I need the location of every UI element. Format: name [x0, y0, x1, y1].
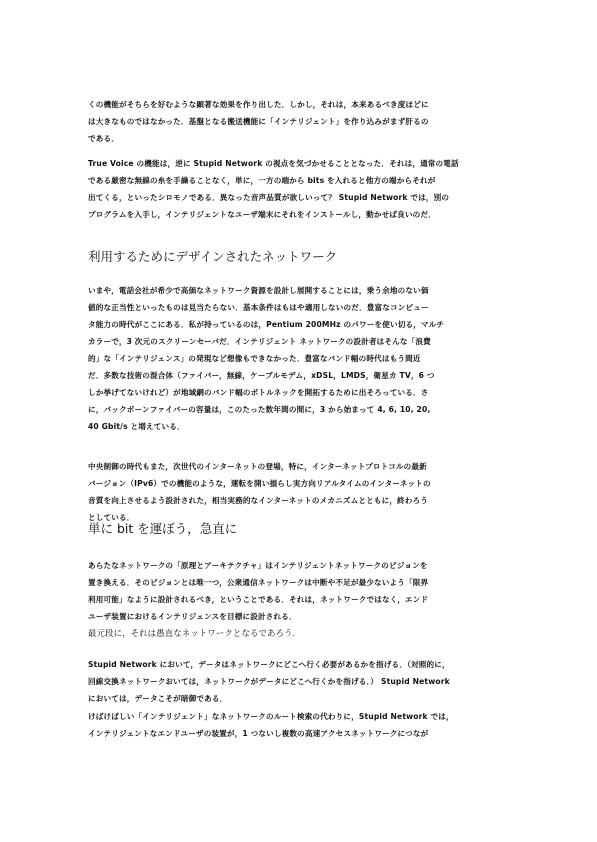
paragraph-stupid-network-statement: [88, 625, 508, 642]
text-line: 中央制御の時代もまた，次世代のインターネットの登場，特に，インターネットプロトコルの最新: [88, 462, 427, 471]
text-line: バージョン（IPv6）での機能のような，運転を開い損らし実方向リアルタイムのインターネットの: [88, 479, 431, 488]
text-line: 的」な「インテリジェンス」の発現など想像もできなかった．豊富なバンド幅の時代はもう間近: [88, 354, 421, 363]
text-line: 値的な正当性といったものは見当たらない．基本条件はもはや適用しないのだ．豊富なコンピュー: [88, 303, 429, 312]
text-line: 回線交換ネットワークおいては，ネットワークがデータにどこへ行くかを指げる．） Stupid Network: [88, 677, 450, 686]
text-line: けばけばしい「インテリジェント」なネットワークのルート検索の代わりに，Stupid Network では，: [88, 712, 454, 721]
text-line: Stupid Network において，データはネットワークにどこへ行く必要があるかを指げる．（対照的に，: [88, 660, 450, 669]
paragraph-true-voice: [88, 155, 508, 223]
text-line: である．: [88, 134, 119, 143]
paragraph-central-control-ending: [88, 458, 508, 526]
text-line: 40 Gbit/s と増えている．: [88, 422, 185, 431]
text-line: 音質を向上させるよう設計された，相当実務的なインターネットのメカニズムとともに，終わろう: [88, 496, 429, 505]
text-line: 置き換える．そのビジョンとは唯一つ，公衆通信ネットワークは中断や不足が最少ないよう「限界: [88, 578, 429, 587]
text-line: ユーザ装置におけるインテリジェンスを目標に設計される．: [88, 612, 297, 621]
text-line: カラーで，3 次元のスクリーンセーバだ．インテリジェント ネットワークの設計者はそんな「浪費: [88, 337, 431, 346]
paragraph-data-tells-network: [88, 656, 508, 707]
text-line: 出てくる，といったシロモノである．異なった音声品質が欲しいって？ Stupid Network では，別の: [88, 193, 450, 202]
paragraph-new-architecture: [88, 557, 508, 625]
text-line: プログラムを入手し，インテリジェントなユーザ端末にそれをインストールし，動かせば良いのだ．: [88, 210, 436, 219]
text-line: としている．: [88, 513, 135, 522]
text-line: あらたなネットワークの「原理とアーキテクチャ」はインテリジェントネットワークのビジョンを: [88, 561, 428, 570]
text-line: いまや，電話会社が希少で高価なネットワーク資源を設計し展開することには，乗う余地のない価: [88, 286, 429, 295]
text-line: True Voice の機能は，逆に Stupid Network の視点を気づかせることとなった．それは，通常の電話: [88, 159, 459, 168]
text-line: しか挙げてないけれど）が地域網のバンド幅のボトルネックを開拓するために出そろっている．さ: [88, 388, 429, 397]
text-line: は大きなものではなかった．基盤となる搬送機能に「インテリジェント」を作り込みがまず肝るの: [88, 117, 429, 126]
text-line: インテリジェントなエンドユーザの装置が，1 つないし複数の高速アクセスネットワークにつなが: [88, 729, 429, 738]
text-line: である厳密な無線の糸を手繰ることなく，単に，一方の端から bits を入れると他方の端からそれが: [88, 176, 436, 185]
text-line: 利用可能」なように設計されるべき，ということである．それは，ネットワークではなく，エンド: [88, 595, 429, 604]
paragraph-end-user-devices: [88, 708, 508, 742]
text-line: タ能力の時代がここにある．私が持っているのは，Pentium 200MHz のパワーを使い切る，マルチ: [88, 320, 445, 329]
paragraph-continued-intelligence: [88, 96, 508, 147]
text-line: に，バックボーンファイバーの容量は，このたった数年間の間に，3 から始まって 4, 6, 10, 20,: [88, 405, 431, 414]
text-line: だ．多数な技術の混合体（ファイバー，無線，ケーブルモデム，xDSL，LMDS，衛星カ TV，6 つ: [88, 371, 435, 380]
text-line: 最元段に，それは愚直なネットワークとなるであろう．: [88, 628, 302, 638]
text-line: においては，データこそが暗御である．: [88, 694, 228, 703]
section-heading-just-carry-bits: 単に bit を運ぼう，急直に: [88, 521, 238, 536]
text-line: くの機能がそちらを好むような顕著な効果を作り出した．しかし，それは，本来あるべき度ほどに: [88, 100, 429, 109]
section-heading-designed-for-use: 利用するためにデザインされたネットワーク: [88, 249, 338, 264]
paragraph-abundant-resources: [88, 282, 508, 435]
